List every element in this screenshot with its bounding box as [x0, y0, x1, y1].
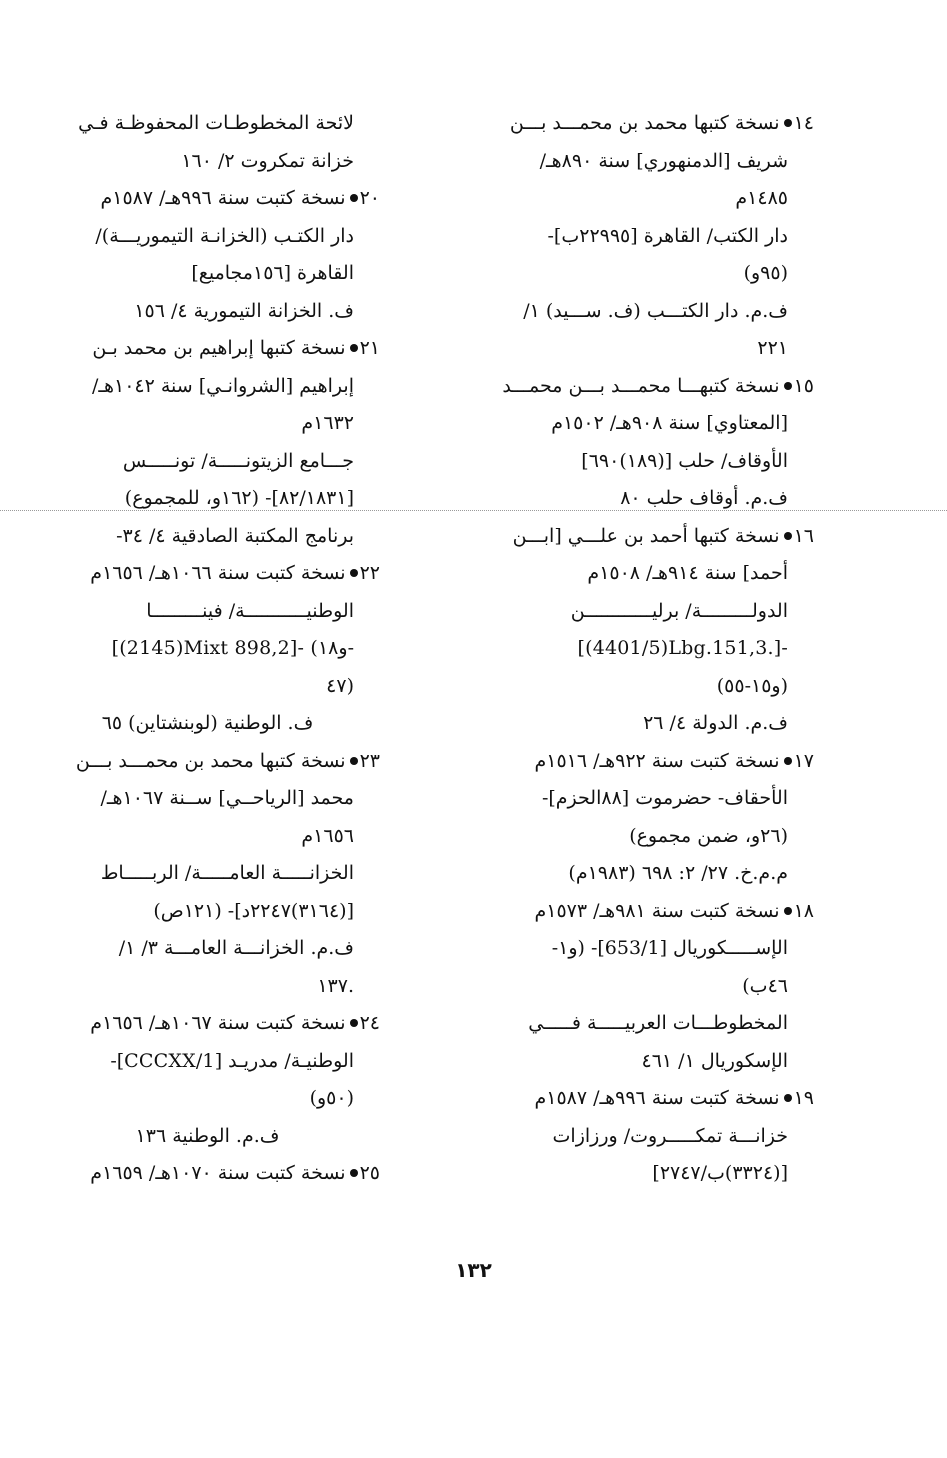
- line-text: الوطنيـــــــــــة/ فينـــــــــا: [146, 599, 354, 622]
- line-text: (٢٦و، ضمن مجموع): [629, 824, 788, 847]
- text-line: [471, 330, 814, 368]
- page-number: ١٣٢: [455, 1258, 492, 1282]
- entry-text: نسخة كتبت سنة ٩٨١هـ/ ١٥٧٣م: [534, 899, 780, 922]
- entry-line: [471, 893, 814, 931]
- text-line: [471, 593, 814, 631]
- bullet-icon: [350, 1019, 358, 1027]
- entry-line: [471, 518, 814, 556]
- line-text: ٢٢١: [757, 337, 788, 359]
- entry-number: ٢٤: [359, 1012, 380, 1034]
- line-text: الخزانـــــة العامـــــة/ الربـــــاط: [100, 862, 354, 884]
- text-line: [471, 705, 814, 743]
- entry-line: [471, 105, 814, 143]
- line-text: [٨٢/١٨٣١]- (١٦٢و، للمجموع): [124, 487, 354, 509]
- entry-line: [471, 368, 814, 406]
- entry-text: نسخة كتبهـــا محمـــد بـــن محمـــد: [502, 374, 780, 397]
- line-text: ١٤٨٥م: [735, 187, 788, 209]
- text-line: [35, 818, 380, 856]
- text-line: [35, 405, 380, 443]
- text-line: [35, 518, 380, 556]
- bullet-icon: [784, 532, 792, 540]
- entry-number: ٢٠: [359, 187, 380, 209]
- text-line: [35, 630, 380, 668]
- line-text: شريف [الدمنهوري] سنة ٨٩٠هـ/: [539, 149, 788, 172]
- text-line: [35, 1118, 380, 1156]
- line-text: القاهرة [١٥٦مجاميع]: [191, 262, 354, 284]
- bullet-icon: [350, 344, 358, 352]
- line-text: (و١٥-٥٥): [716, 674, 788, 697]
- bullet-icon: [350, 757, 358, 765]
- text-line: [471, 555, 814, 593]
- text-line: [35, 143, 380, 181]
- text-line: [35, 368, 380, 406]
- text-line: [471, 480, 814, 518]
- entry-line: [35, 1005, 380, 1043]
- line-text: الوطنيـة/ مدريـد [CCCXX/1]-: [110, 1049, 354, 1072]
- text-line: [471, 143, 814, 181]
- line-text: (٥٠و): [309, 1087, 354, 1109]
- line-text: خزانة تمكروت ٢/ ١٦٠: [181, 149, 354, 172]
- line-text: [المعتاوي] سنة ٩٠٨هـ/ ١٥٠٢م: [551, 412, 788, 434]
- text-line: [471, 443, 814, 481]
- text-line: [471, 218, 814, 256]
- line-text: الأحقاف- حضرموت [٨٨الحزم]-: [541, 787, 788, 809]
- text-line: [35, 443, 380, 481]
- entry-number: ٢١: [359, 337, 380, 359]
- entry-text: نسخة كتبت سنة ١٠٧٠هـ/ ١٦٥٩م: [90, 1162, 346, 1184]
- entry-text: نسخة كتبت سنة ٩٩٦هـ/ ١٥٨٧م: [100, 187, 346, 209]
- text-line: [471, 1118, 814, 1156]
- text-line: [471, 630, 814, 668]
- bullet-icon: [350, 569, 358, 577]
- line-text: (٩٥و): [743, 262, 788, 284]
- line-text: الدولـــــــــة/ برليــــــــــــن: [570, 599, 788, 622]
- text-line: [471, 1043, 814, 1081]
- line-text: ف.م. أوقاف حلب ٨٠: [620, 487, 788, 509]
- bullet-icon: [784, 757, 792, 765]
- text-line: [35, 668, 380, 706]
- scan-dotted-line: [0, 510, 947, 511]
- line-text: ١٣٧.: [317, 974, 354, 997]
- entry-text: نسخة كتبت سنة ١٠٦٧هـ/ ١٦٥٦م: [90, 1012, 346, 1034]
- entry-number: ١٨: [793, 899, 814, 922]
- text-line: [35, 255, 380, 293]
- line-text: ف.م. دار الكتـــب (ف. ســـيد) ١/: [523, 299, 788, 322]
- entry-text: نسخة كتبها إبراهيم بن محمد بـن: [92, 337, 346, 359]
- right-column: [471, 105, 814, 1193]
- line-text: أحمد] سنة ٩١٤هـ/ ١٥٠٨م: [587, 562, 788, 584]
- left-column: [35, 105, 380, 1193]
- line-text: خزانـــة تمكـــــروت/ ورزازات: [552, 1124, 788, 1147]
- line-text: [(٣١٦٤)٢٢٤٧د]- (١٢١ص): [153, 899, 354, 922]
- line-text: ٤٦ب): [742, 974, 788, 997]
- line-text: الإسكوريال ١/ ٤٦١: [641, 1049, 788, 1072]
- line-text: جـــامع الزيتونـــــة/ تونـــــس: [122, 449, 354, 472]
- line-text: برنامج المكتبة الصادقية ٤/ ٣٤-: [116, 524, 354, 547]
- text-line: [35, 893, 380, 931]
- entry-text: نسخة كتبت سنة ٩٩٦هـ/ ١٥٨٧م: [534, 1087, 780, 1109]
- entry-line: [35, 180, 380, 218]
- line-text: [(2145)Mixt 898,2]- (و١٨-: [111, 637, 354, 659]
- text-line: [471, 855, 814, 893]
- entry-text: نسخة كتبت سنة ١٠٦٦هـ/ ١٦٥٦م: [90, 562, 346, 584]
- entry-line: [35, 743, 380, 781]
- line-text: ف.م. الخزانـــة العامـــة ٣/ ١/: [118, 937, 354, 959]
- text-line: [35, 293, 380, 331]
- text-line: [35, 593, 380, 631]
- line-text: ف. الخزانة التيمورية ٤/ ١٥٦: [134, 299, 354, 322]
- bullet-icon: [784, 382, 792, 390]
- bullet-icon: [784, 907, 792, 915]
- text-line: [35, 105, 380, 143]
- text-line: [471, 1005, 814, 1043]
- entry-line: [35, 1155, 380, 1193]
- text-line: [471, 255, 814, 293]
- line-text: ١٦٣٢م: [301, 412, 354, 434]
- line-text: ف.م. الدولة ٤/ ٢٦: [643, 712, 788, 734]
- entry-number: ١٩: [793, 1087, 814, 1109]
- entry-text: نسخة كتبها محمد بن محمـــد بـــن: [75, 749, 346, 772]
- text-line: [471, 780, 814, 818]
- entry-number: ١٥: [793, 374, 814, 397]
- entry-line: [35, 555, 380, 593]
- line-text: المخطوطـــات العربيـــــة فـــــي: [528, 1012, 788, 1034]
- line-text: الأوقاف/ حلب [(١٨٩)٦٩٠]: [581, 449, 788, 472]
- text-line: [35, 480, 380, 518]
- entry-line: [35, 330, 380, 368]
- text-line: [471, 405, 814, 443]
- entry-number: ١٦: [793, 524, 814, 547]
- entry-number: ١٧: [793, 749, 814, 772]
- entry-text: نسخة كتبها محمد بن محمـــد بـــن: [509, 112, 780, 134]
- line-text: [(٣٣٢٤)ب/٢٧٤٧]: [652, 1162, 788, 1184]
- entry-number: ٢٣: [359, 749, 380, 772]
- line-text: ف.م. الوطنية ١٣٦: [135, 1124, 280, 1147]
- bullet-icon: [350, 194, 358, 202]
- entry-number: ٢٢: [359, 562, 380, 584]
- text-line: [471, 293, 814, 331]
- entry-text: نسخة كتبت سنة ٩٢٢هـ/ ١٥١٦م: [534, 749, 780, 772]
- line-text: [(4401/5)Lbg.151,3.]-: [577, 637, 788, 659]
- line-text: ف. الوطنية (لوبنشتاين) ٦٥: [101, 712, 314, 734]
- line-text: محمد [الرياحــي] ســنة ١٠٦٧هـ/: [100, 787, 354, 809]
- bullet-icon: [784, 119, 792, 127]
- text-line: [35, 930, 380, 968]
- line-text: ٤٧): [326, 674, 354, 697]
- text-line: [471, 930, 814, 968]
- text-line: [35, 705, 380, 743]
- text-line: [471, 180, 814, 218]
- text-line: [471, 668, 814, 706]
- text-line: [471, 818, 814, 856]
- line-text: دار الكتب/ القاهرة [٢٢٩٩٥ب]-: [547, 224, 788, 247]
- entry-line: [471, 743, 814, 781]
- bullet-icon: [784, 1094, 792, 1102]
- line-text: دار الكتـب (الخزانـة التيموريـــة)/: [95, 224, 354, 247]
- line-text: م.م.خ. ٢٧/ ٢: ٦٩٨ (١٩٨٣م): [568, 862, 788, 884]
- text-line: [35, 968, 380, 1006]
- text-line: [35, 218, 380, 256]
- entry-text: نسخة كتبها أحمد بن علـــي [ابـــن: [512, 524, 780, 547]
- text-line: [35, 1080, 380, 1118]
- entry-number: ١٤: [793, 112, 814, 134]
- line-text: ١٦٥٦م: [301, 824, 354, 847]
- text-line: [471, 1155, 814, 1193]
- line-text: إبراهيم [الشروانـي] سنة ١٠٤٢هـ/: [92, 374, 354, 397]
- text-line: [471, 968, 814, 1006]
- bullet-icon: [350, 1169, 358, 1177]
- entry-number: ٢٥: [359, 1162, 380, 1184]
- text-line: [35, 1043, 380, 1081]
- entry-line: [471, 1080, 814, 1118]
- text-line: [35, 780, 380, 818]
- line-text: الإســـــكوريال [653/1]- (و١-: [551, 937, 788, 959]
- text-line: [35, 855, 380, 893]
- line-text: لائحة المخطوطـات المحفوظـة فـي: [78, 112, 354, 134]
